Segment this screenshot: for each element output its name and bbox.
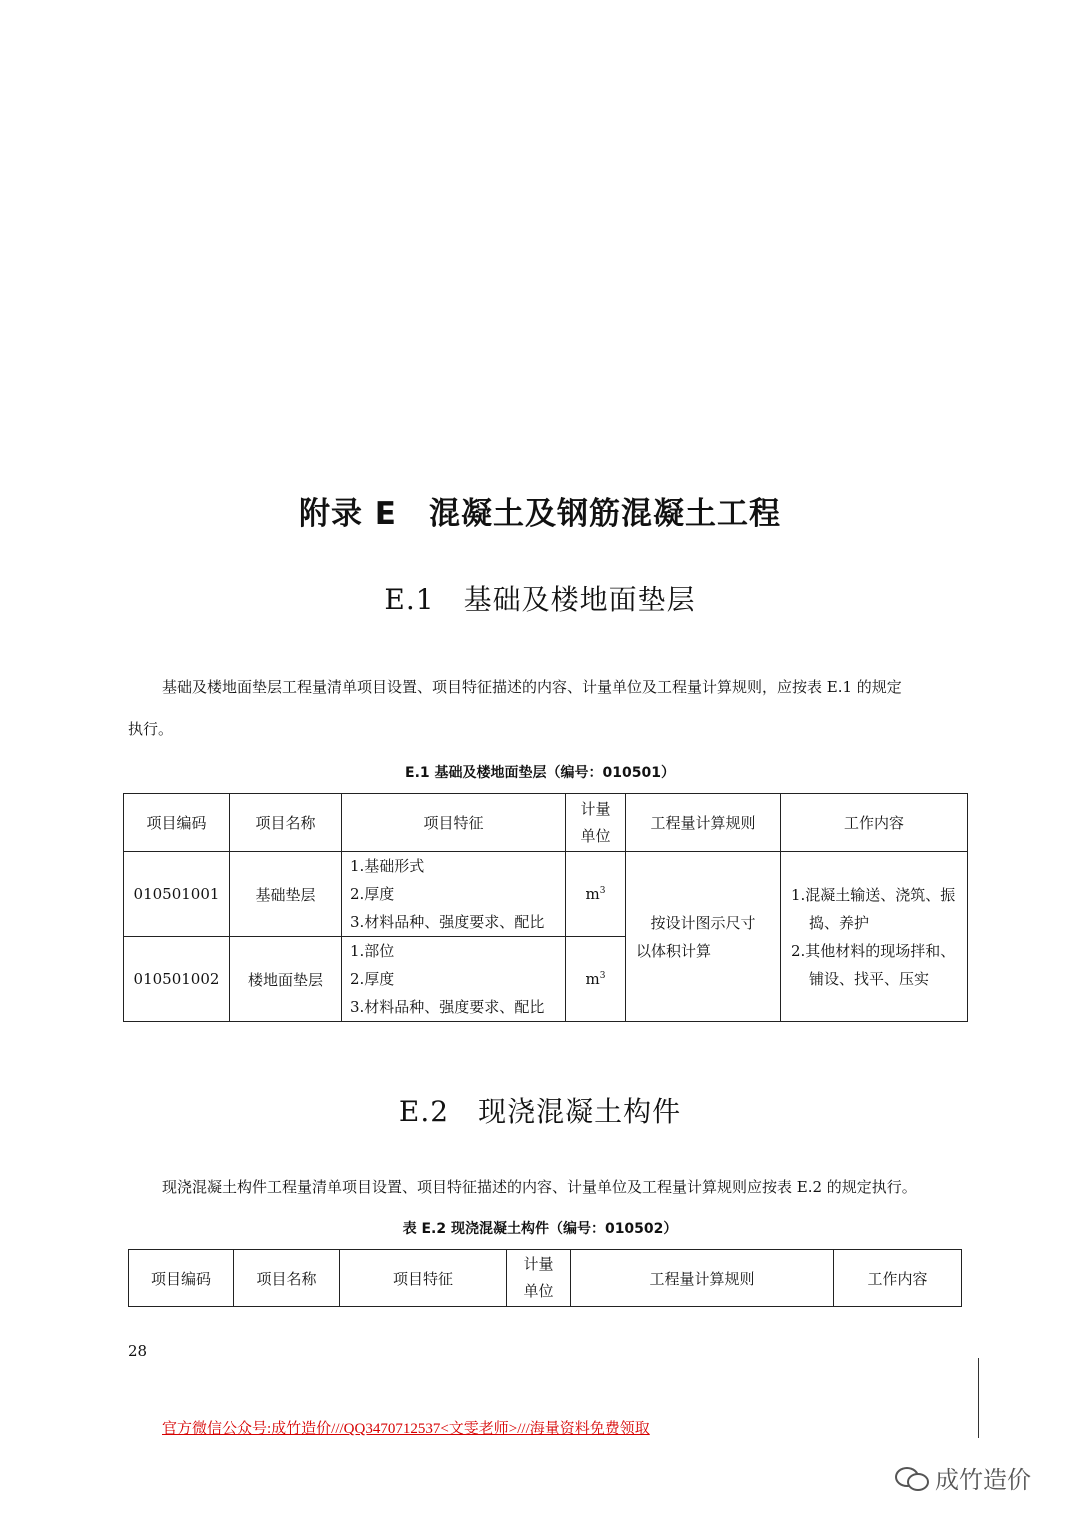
row2-name: 楼地面垫层 (230, 937, 342, 1022)
e2-header-unit-line2: 单位 (523, 1282, 554, 1300)
watermark (895, 1460, 1031, 1495)
header-rule: 工程量计算规则 (626, 794, 781, 852)
section-e1-paragraph-line1: 基础及楼地面垫层工程量清单项目设置、项目特征描述的内容、计量单位及工程量计算规则，应按表 E.1 的规定 (162, 678, 902, 696)
row2-feature-3: 3.材料品种、强度要求、配比 (350, 998, 545, 1016)
table-e2-caption: 表 E.2 现浇混凝土构件（编号：010502） (402, 1221, 678, 1237)
row1-unit-exp: 3 (599, 886, 606, 896)
table-e1 (123, 793, 968, 1022)
header-features: 项目特征 (342, 794, 566, 852)
margin-divider (978, 1358, 979, 1438)
header-code: 项目编码 (124, 794, 230, 852)
header-unit-line2: 单位 (580, 826, 611, 845)
row2-feature-2: 2.厚度 (350, 970, 395, 988)
row2-feature-1: 1.部位 (350, 942, 395, 960)
row2-code: 010501002 (124, 937, 230, 1022)
e2-header-rule: 工程量计算规则 (571, 1250, 834, 1307)
row1-unit (566, 852, 626, 937)
section-e2-title: E.2 现浇混凝土构件 (398, 1095, 682, 1128)
row1-feature-2: 2.厚度 (350, 885, 395, 903)
appendix-title: 附录 E 混凝土及钢筋混凝土工程 (299, 496, 781, 532)
row1-code: 010501001 (124, 852, 230, 937)
wechat-icon (895, 1465, 929, 1491)
row1-features (342, 852, 566, 937)
section-e2-paragraph: 现浇混凝土构件工程量清单项目设置、项目特征描述的内容、计量单位及工程量计算规则应按表 E.2 的规定执行。 (162, 1178, 917, 1196)
e2-header-features: 项目特征 (340, 1250, 507, 1307)
table-e1-caption: E.1 基础及楼地面垫层（编号：010501） (405, 765, 675, 781)
e2-header-code: 项目编码 (129, 1250, 234, 1307)
row2-unit-exp: 3 (599, 971, 606, 981)
table-e2-header-row (129, 1250, 962, 1307)
row2-features (342, 937, 566, 1022)
rule-cell (626, 852, 781, 1022)
work-cell (781, 852, 968, 1022)
section-e1-title: E.1 基础及楼地面垫层 (384, 583, 696, 616)
row1-feature-3: 3.材料品种、强度要求、配比 (350, 913, 545, 931)
row1-name: 基础垫层 (230, 852, 342, 937)
table-row (124, 852, 968, 937)
e2-header-unit-line1: 计量 (523, 1255, 554, 1273)
table-e2 (128, 1249, 962, 1307)
row1-feature-1: 1.基础形式 (350, 857, 425, 875)
work-item-2: 2.其他材料的现场拌和、铺设、找平、压实 (791, 941, 956, 988)
page-number: 28 (128, 1342, 148, 1360)
watermark-text: 成竹造价 (935, 1466, 1031, 1494)
section-e1-paragraph-line2: 执行。 (128, 720, 174, 738)
rule-line2: 以体积计算 (636, 941, 712, 960)
header-unit-line1: 计量 (580, 799, 611, 818)
table-e1-header-row (124, 794, 968, 852)
row2-unit (566, 937, 626, 1022)
e2-header-unit (507, 1250, 571, 1307)
row1-unit-base: m (585, 885, 600, 903)
footer-link[interactable]: 官方微信公众号:成竹造价///QQ3470712537<文雯老师>///海量资料免费领取 (162, 1421, 650, 1437)
header-name: 项目名称 (230, 794, 342, 852)
rule-line1: 按设计图示尺寸 (650, 913, 756, 932)
e2-header-work: 工作内容 (834, 1250, 962, 1307)
e2-header-name: 项目名称 (234, 1250, 340, 1307)
row2-unit-base: m (585, 970, 600, 988)
header-work: 工作内容 (781, 794, 968, 852)
header-unit (566, 794, 626, 852)
work-item-1: 1.混凝土输送、浇筑、振捣、养护 (791, 885, 956, 932)
